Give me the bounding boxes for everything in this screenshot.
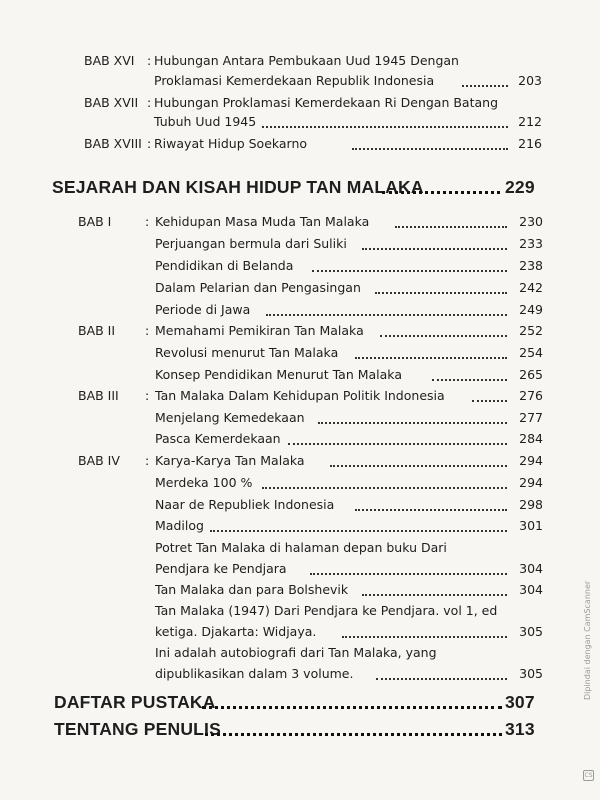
page-number: 294 bbox=[519, 453, 543, 468]
page-number: 233 bbox=[519, 236, 543, 251]
page-number: 277 bbox=[519, 410, 543, 425]
back-matter-entry bbox=[0, 689, 600, 715]
toc-entry bbox=[0, 364, 600, 386]
section-title: Pendjara ke Pendjara bbox=[155, 561, 287, 576]
section-title: Perjuangan bermula dari Suliki bbox=[155, 236, 347, 251]
page-number: 313 bbox=[505, 719, 535, 739]
toc-entry-continuation bbox=[0, 663, 600, 685]
toc-entry: BAB XVI : Hubungan Antara Pembukaan Uud 1945 Dengan bbox=[0, 50, 600, 72]
section-title: DAFTAR PUSTAKA bbox=[54, 692, 216, 712]
back-matter-entry bbox=[0, 716, 600, 742]
toc-entry bbox=[0, 342, 600, 364]
section-title: TENTANG PENULIS bbox=[54, 719, 221, 739]
dot-leader bbox=[472, 400, 507, 402]
toc-entry bbox=[0, 494, 600, 516]
toc-entry-continuation bbox=[0, 70, 600, 92]
chapter-title: Hubungan Antara Pembukaan Uud 1945 Dengan bbox=[154, 53, 459, 68]
page-number: 294 bbox=[519, 475, 543, 490]
page-number: 307 bbox=[505, 692, 535, 712]
section-title: Ini adalah autobiografi dari Tan Malaka, yang bbox=[155, 645, 437, 660]
dot-leader bbox=[330, 465, 507, 467]
page-number: 304 bbox=[519, 582, 543, 597]
chapter-number: BAB II bbox=[78, 323, 116, 338]
page-number: 284 bbox=[519, 431, 543, 446]
chapter-number: BAB III bbox=[78, 388, 119, 403]
page-number: 203 bbox=[518, 73, 542, 88]
page-number: 254 bbox=[519, 345, 543, 360]
toc-entry bbox=[0, 233, 600, 255]
page-number: 242 bbox=[519, 280, 543, 295]
dot-leader bbox=[382, 191, 500, 194]
section-title: dipublikasikan dalam 3 volume. bbox=[155, 666, 354, 681]
dot-leader bbox=[318, 422, 507, 424]
dot-leader bbox=[262, 487, 507, 489]
section-title: Periode di Jawa bbox=[155, 302, 251, 317]
dot-leader bbox=[376, 678, 507, 680]
section-title: Tan Malaka (1947) Dari Pendjara ke Pendjara. vol 1, ed bbox=[155, 603, 498, 618]
chapter-title: Memahami Pemikiran Tan Malaka bbox=[155, 323, 364, 338]
dot-leader bbox=[352, 148, 508, 150]
page-number: 305 bbox=[519, 666, 543, 681]
dot-leader bbox=[362, 594, 507, 596]
chapter-title: Karya-Karya Tan Malaka bbox=[155, 453, 305, 468]
dot-leader bbox=[312, 270, 507, 272]
section-title: Madilog bbox=[155, 518, 204, 533]
page-number: 304 bbox=[519, 561, 543, 576]
page-number: 216 bbox=[518, 136, 542, 151]
toc-entry bbox=[0, 537, 600, 559]
toc-entry bbox=[0, 277, 600, 299]
toc-entry: BAB II : Memahami Pemikiran Tan Malaka 252 bbox=[0, 320, 600, 342]
dot-leader bbox=[355, 509, 507, 511]
section-title: Dalam Pelarian dan Pengasingan bbox=[155, 280, 361, 295]
section-title: Pendidikan di Belanda bbox=[155, 258, 294, 273]
dot-leader bbox=[210, 530, 507, 532]
page-number: 298 bbox=[519, 497, 543, 512]
chapter-title: Kehidupan Masa Muda Tan Malaka bbox=[155, 214, 370, 229]
toc-entry bbox=[0, 642, 600, 664]
section-heading bbox=[0, 174, 600, 200]
chapter-number: BAB XVII bbox=[84, 95, 139, 110]
page-number: 229 bbox=[505, 177, 535, 197]
section-title: Tan Malaka dan para Bolshevik bbox=[155, 582, 349, 597]
section-title: SEJARAH DAN KISAH HIDUP TAN MALAKA bbox=[52, 177, 424, 197]
dot-leader bbox=[288, 443, 507, 445]
toc-entry: BAB I : Kehidupan Masa Muda Tan Malaka 230 bbox=[0, 211, 600, 233]
dot-leader bbox=[266, 314, 507, 316]
chapter-title: Hubungan Proklamasi Kemerdekaan Ri Dengan Batang bbox=[154, 95, 499, 110]
toc-entry bbox=[0, 255, 600, 277]
toc-entry: BAB XVII : Hubungan Proklamasi Kemerdekaan Ri Dengan Batang bbox=[0, 92, 600, 114]
section-title: Potret Tan Malaka di halaman depan buku Dari bbox=[155, 540, 447, 555]
toc-entry-continuation bbox=[0, 111, 600, 133]
chapter-title: Tan Malaka Dalam Kehidupan Politik Indonesia bbox=[155, 388, 445, 403]
chapter-title: Tubuh Uud 1945 bbox=[154, 114, 257, 129]
dot-leader bbox=[262, 126, 508, 128]
toc-entry: BAB IV : Karya-Karya Tan Malaka 294 bbox=[0, 450, 600, 472]
toc-entry bbox=[0, 472, 600, 494]
chapter-number: BAB IV bbox=[78, 453, 120, 468]
dot-leader bbox=[205, 733, 502, 736]
page-number: 249 bbox=[519, 302, 543, 317]
chapter-number: BAB I bbox=[78, 214, 112, 229]
section-title: Merdeka 100 % bbox=[155, 475, 253, 490]
toc-entry bbox=[0, 428, 600, 450]
page-number: 276 bbox=[519, 388, 543, 403]
camscanner-icon: CS bbox=[584, 772, 593, 779]
page-number: 252 bbox=[519, 323, 543, 338]
toc-entry bbox=[0, 579, 600, 601]
toc-entry bbox=[0, 515, 600, 537]
toc-entry: BAB III : Tan Malaka Dalam Kehidupan Politik Indonesia 276 bbox=[0, 385, 600, 407]
dot-leader bbox=[202, 706, 502, 709]
section-title: Konsep Pendidikan Menurut Tan Malaka bbox=[155, 367, 402, 382]
page-number: 301 bbox=[519, 518, 543, 533]
toc-entry bbox=[0, 600, 600, 622]
dot-leader bbox=[362, 248, 507, 250]
chapter-title: Riwayat Hidup Soekarno bbox=[154, 136, 308, 151]
dot-leader bbox=[310, 573, 507, 575]
toc-entry bbox=[0, 299, 600, 321]
section-title: Revolusi menurut Tan Malaka bbox=[155, 345, 339, 360]
dot-leader bbox=[380, 335, 507, 337]
page-number: 212 bbox=[518, 114, 542, 129]
toc-entry-continuation bbox=[0, 558, 600, 580]
toc-entry-continuation bbox=[0, 621, 600, 643]
chapter-number: BAB XVI bbox=[84, 53, 135, 68]
page-number: 265 bbox=[519, 367, 543, 382]
section-title: Menjelang Kemedekaan bbox=[155, 410, 305, 425]
chapter-number: BAB XVIII bbox=[84, 136, 142, 151]
dot-leader bbox=[342, 636, 507, 638]
section-title: ketiga. Djakarta: Widjaya. bbox=[155, 624, 317, 639]
chapter-title: Proklamasi Kemerdekaan Republik Indonesia bbox=[154, 73, 435, 88]
dot-leader bbox=[395, 226, 507, 228]
toc-entry bbox=[0, 407, 600, 429]
toc-entry: BAB XVIII : Riwayat Hidup Soekarno 216 bbox=[0, 133, 600, 155]
page-number: 238 bbox=[519, 258, 543, 273]
page-number: 305 bbox=[519, 624, 543, 639]
section-title: Pasca Kemerdekaan bbox=[155, 431, 281, 446]
page-number: 230 bbox=[519, 214, 543, 229]
dot-leader bbox=[355, 357, 507, 359]
dot-leader bbox=[375, 292, 507, 294]
scanner-watermark: Dipindai dengan CamScanner bbox=[583, 580, 592, 700]
section-title: Naar de Republiek Indonesia bbox=[155, 497, 335, 512]
dot-leader bbox=[432, 379, 507, 381]
